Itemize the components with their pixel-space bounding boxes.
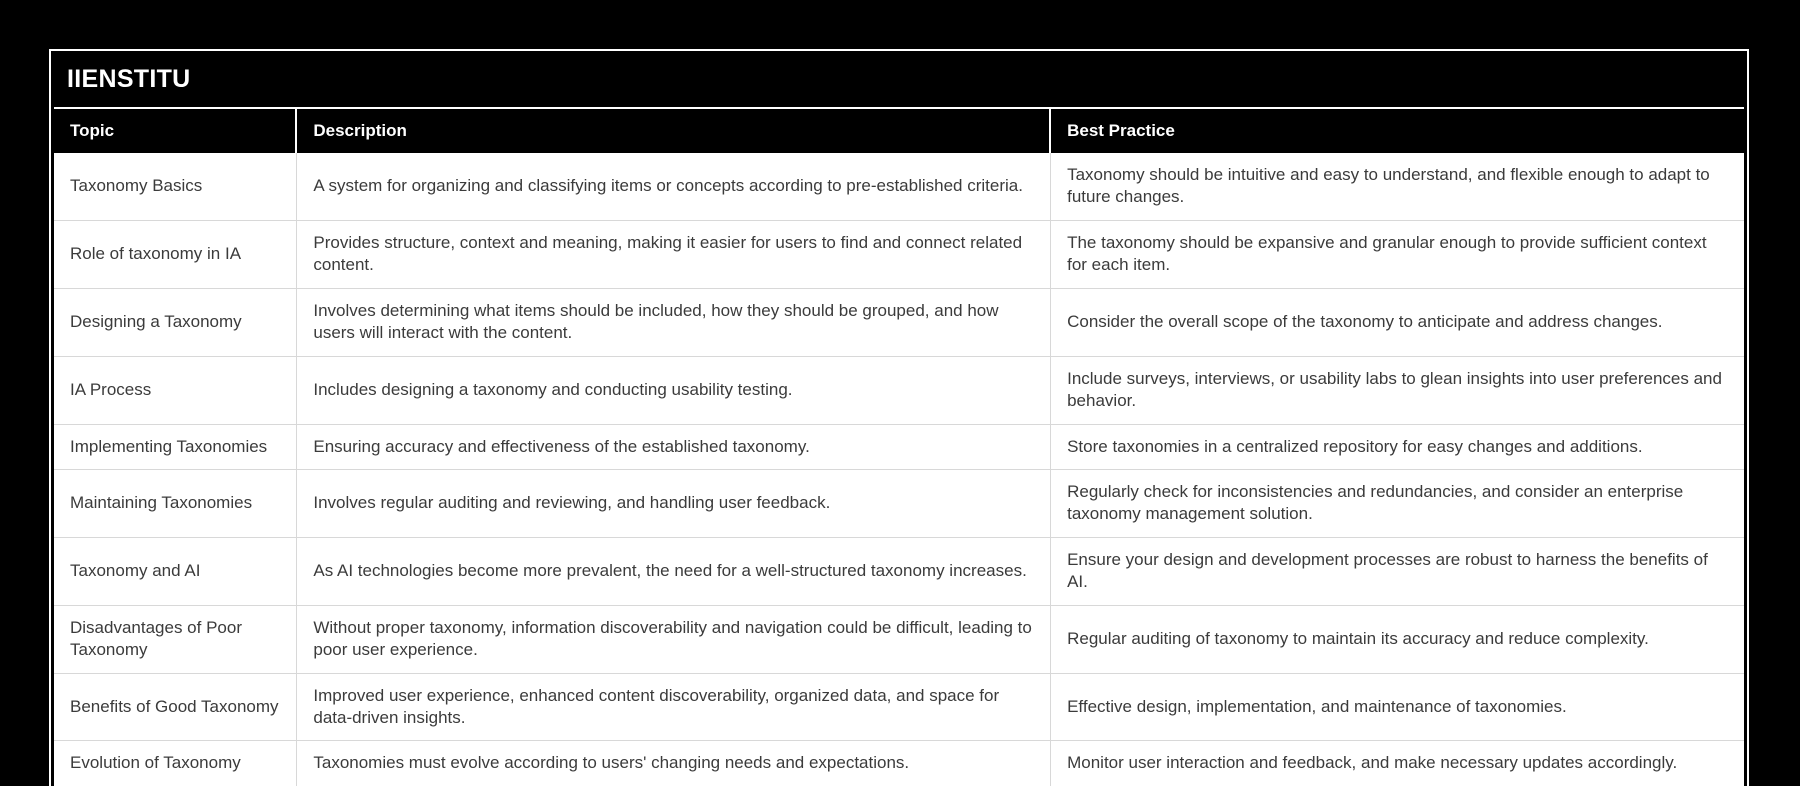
table-row [54, 469, 1744, 537]
description-cell: Provides structure, context and meaning, making it easier for users to find and connect related content. [297, 220, 1051, 288]
best-practice-cell: Regular auditing of taxonomy to maintain its accuracy and reduce complexity. [1051, 605, 1744, 673]
best-practice-cell: Monitor user interaction and feedback, and make necessary updates accordingly. [1051, 740, 1744, 785]
table-row [54, 356, 1744, 424]
best-practice-cell: Store taxonomies in a centralized repository for easy changes and additions. [1051, 424, 1744, 469]
table-row [54, 740, 1744, 785]
best-practice-cell: The taxonomy should be expansive and granular enough to provide sufficient context for each item. [1051, 220, 1744, 288]
column-header-best-practice: Best Practice [1051, 109, 1744, 153]
table-row [54, 605, 1744, 673]
best-practice-cell: Effective design, implementation, and maintenance of taxonomies. [1051, 673, 1744, 741]
topic-cell: Maintaining Taxonomies [54, 469, 297, 537]
best-practice-cell: Include surveys, interviews, or usability labs to glean insights into user preferences and behavior. [1051, 356, 1744, 424]
topic-cell: Taxonomy and AI [54, 537, 297, 605]
description-cell: Without proper taxonomy, information discoverability and navigation could be difficult, leading to poor user experience. [297, 605, 1051, 673]
description-cell: Involves determining what items should be included, how they should be grouped, and how users will interact with the content. [297, 288, 1051, 356]
column-header-topic: Topic [54, 109, 297, 153]
table-row [54, 288, 1744, 356]
taxonomy-table [54, 107, 1744, 786]
best-practice-cell: Consider the overall scope of the taxonomy to anticipate and address changes. [1051, 288, 1744, 356]
topic-cell: Taxonomy Basics [54, 153, 297, 220]
table-row [54, 153, 1744, 220]
column-header-description: Description [297, 109, 1051, 153]
topic-cell: IA Process [54, 356, 297, 424]
topic-cell: Evolution of Taxonomy [54, 740, 297, 785]
table-card [49, 49, 1749, 786]
description-cell: Improved user experience, enhanced content discoverability, organized data, and space for data-driven insights. [297, 673, 1051, 741]
description-cell: Taxonomies must evolve according to users' changing needs and expectations. [297, 740, 1051, 785]
topic-cell: Designing a Taxonomy [54, 288, 297, 356]
table-row [54, 537, 1744, 605]
best-practice-cell: Taxonomy should be intuitive and easy to understand, and flexible enough to adapt to future changes. [1051, 153, 1744, 220]
best-practice-cell: Ensure your design and development processes are robust to harness the benefits of AI. [1051, 537, 1744, 605]
description-cell: As AI technologies become more prevalent, the need for a well-structured taxonomy increases. [297, 537, 1051, 605]
description-cell: A system for organizing and classifying items or concepts according to pre-established criteria. [297, 153, 1051, 220]
best-practice-cell: Regularly check for inconsistencies and redundancies, and consider an enterprise taxonomy management solution. [1051, 469, 1744, 537]
table-row [54, 424, 1744, 469]
page-title: IIENSTITU [54, 51, 1744, 107]
description-cell: Includes designing a taxonomy and conducting usability testing. [297, 356, 1051, 424]
table-header-row [54, 109, 1744, 153]
topic-cell: Benefits of Good Taxonomy [54, 673, 297, 741]
table-row [54, 673, 1744, 741]
topic-cell: Disadvantages of Poor Taxonomy [54, 605, 297, 673]
description-cell: Involves regular auditing and reviewing, and handling user feedback. [297, 469, 1051, 537]
table-row [54, 220, 1744, 288]
topic-cell: Role of taxonomy in IA [54, 220, 297, 288]
description-cell: Ensuring accuracy and effectiveness of the established taxonomy. [297, 424, 1051, 469]
topic-cell: Implementing Taxonomies [54, 424, 297, 469]
